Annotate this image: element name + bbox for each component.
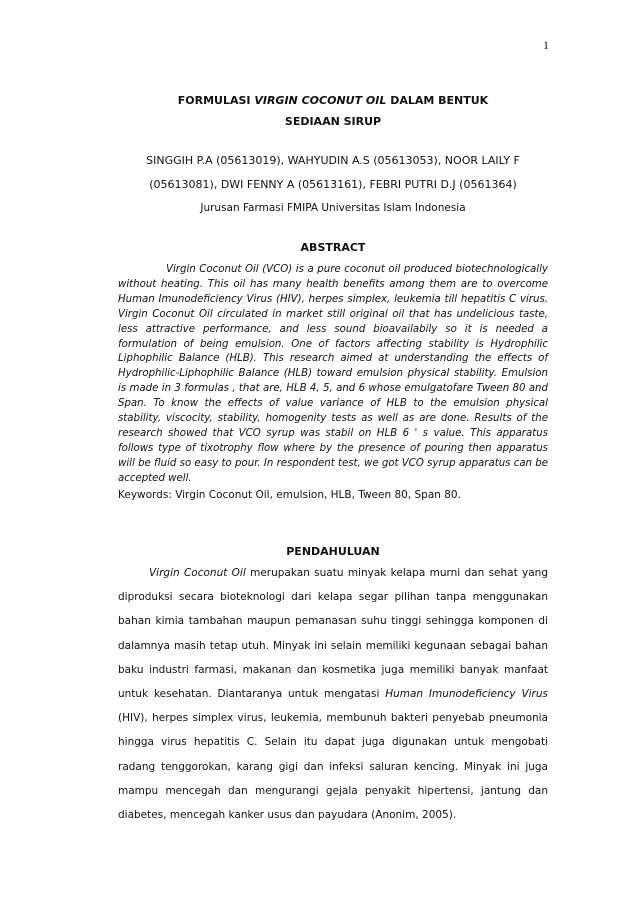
intro-italic-term: Human Imunodeficiency Virus xyxy=(385,688,548,701)
page-number: 1 xyxy=(543,38,549,52)
introduction-paragraph xyxy=(118,561,548,827)
authors-line-2: (05613081), DWI FENNY A (05613161), FEBRI PUTRI D.J (0561364) xyxy=(149,178,517,191)
introduction-heading: PENDAHULUAN xyxy=(286,545,380,558)
title-part-2: DALAM BENTUK xyxy=(386,94,489,107)
keywords: Keywords: Virgin Coconut Oil, emulsion, HLB, Tween 80, Span 80. xyxy=(118,489,461,501)
abstract-heading: ABSTRACT xyxy=(300,241,366,254)
intro-italic-lead: Virgin Coconut Oil xyxy=(149,567,246,579)
title-italic: VIRGIN COCONUT OIL xyxy=(254,94,387,107)
abstract-text: Virgin Coconut Oil (VCO) is a pure coconut oil produced biotechnologically without heating. This oil has many health benefits among them are to overcome Human Imunodeficiency Virus (HIV), herpes simplex, leukemia till hepatitis C virus. Virgin Coconut Oil circulated in market still original oil that has undelicious taste, less attractive performance, and less sound bioavailabily so it is needed a formulation of being emulsion. One of factors affecting stability is Hydrophilic Liphophilic Balance (HLB). This research aimed at understanding the effects of Hydrophilic-Liphophilic Balance (HLB) toward emulsion physical stability. Emulsion is made in 3 formulas , that are, HLB 4, 5, and 6 whose emulgatofare Tween 80 and Span. To know the effects of value variance of HLB to the emulsion physical stability, viscocity, stability, homogenity tests as well as are done. Results of the research showed that VCO syrup was stabil on HLB 6 ' s value. This apparatus follows type of tixotrophy flow where by the presence of pouring then apparatus will be fluid so easy to pour. In respondent test, we got VCO syrup apparatus can be accepted well. xyxy=(118,264,548,484)
paper-title-line-1 xyxy=(118,94,548,108)
title-part-1: FORMULASI xyxy=(177,94,255,107)
intro-text-1: merupakan suatu minyak kelapa murni dan sehat yang diproduksi secara bioteknologi dari kelapa segar pilihan tanpa menggunakan bahan kimia tambahan maupun pemanasan suhu tinggi sehingga komponen di dalamnya masih tetap utuh. Minyak ini selain memiliki kegunaan sebagai bahan baku industri farmasi, makanan dan kosmetika juga memiliki banyak manfaat untuk kesehatan. Diantaranya untuk mengatasi xyxy=(118,567,549,701)
intro-text-2: (HIV), herpes simplex virus, leukemia, membunuh bakteri penyebab pneumonia hingga virus hepatitis C. Selain itu dapat juga digunakan untuk mengobati radang tenggorokan, karang gigi dan infeksi saluran kencing. Minyak ini juga mampu mencegah dan mengurangi gejala penyakit hipertensi, jantung dan diabetes, mencegah kanker usus dan payudara (Anonim, 2005). xyxy=(118,712,548,822)
paper-title-line-2: SEDIAAN SIRUP xyxy=(284,115,382,128)
authors-line-1: SINGGIH P.A (05613019), WAHYUDIN A.S (05613053), NOOR LAILY F xyxy=(146,154,520,167)
affiliation: Jurusan Farmasi FMIPA Universitas Islam Indonesia xyxy=(200,202,466,214)
